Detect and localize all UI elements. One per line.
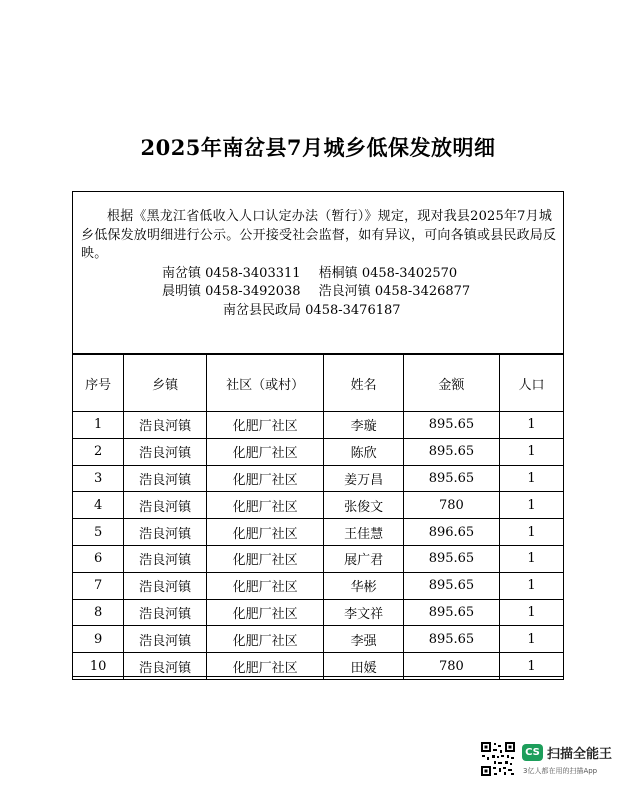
cell-amount: 780	[403, 653, 499, 680]
cell-population: 1	[499, 519, 563, 546]
document-table-frame	[72, 191, 564, 677]
cell-index: 4	[73, 492, 124, 519]
contact-name: 南岔镇	[162, 265, 202, 281]
cell-name: 王佳慧	[324, 519, 404, 546]
scanner-app-name: 扫描全能王	[547, 747, 613, 762]
header-cell-population: 人口	[499, 355, 563, 412]
cell-town: 浩良河镇	[124, 653, 207, 680]
cell-population: 1	[499, 653, 563, 680]
cell-index: 10	[73, 653, 124, 680]
cell-name: 姜万昌	[324, 465, 404, 492]
cell-town: 浩良河镇	[124, 492, 207, 519]
contact-line	[81, 265, 557, 284]
table-row	[73, 438, 564, 465]
table-row	[73, 545, 564, 572]
header-cell-town: 乡镇	[124, 355, 207, 412]
cell-community: 化肥厂社区	[206, 465, 323, 492]
cell-population: 1	[499, 599, 563, 626]
cell-population: 1	[499, 412, 563, 439]
cell-name: 田媛	[324, 653, 404, 680]
cell-community: 化肥厂社区	[206, 412, 323, 439]
cell-amount: 895.65	[403, 412, 499, 439]
scanner-logo-badge: CS	[522, 744, 543, 761]
cell-town: 浩良河镇	[124, 465, 207, 492]
contact-phone: 0458-3403311	[205, 265, 301, 281]
cell-amount: 895.65	[403, 545, 499, 572]
contact-name: 南岔县民政局	[223, 302, 302, 318]
cell-town: 浩良河镇	[124, 599, 207, 626]
cell-community: 化肥厂社区	[206, 653, 323, 680]
cell-amount: 780	[403, 492, 499, 519]
cell-town: 浩良河镇	[124, 519, 207, 546]
cell-town: 浩良河镇	[124, 626, 207, 653]
cell-community: 化肥厂社区	[206, 626, 323, 653]
header-cell-name: 姓名	[324, 355, 404, 412]
cell-amount: 895.65	[403, 626, 499, 653]
table-body	[73, 412, 564, 680]
cell-amount: 895.65	[403, 465, 499, 492]
cell-index: 6	[73, 545, 124, 572]
cell-name: 华彬	[324, 572, 404, 599]
cell-town: 浩良河镇	[124, 572, 207, 599]
cell-name: 李强	[324, 626, 404, 653]
contact-phone: 0458-3476187	[305, 302, 401, 318]
table-row	[73, 492, 564, 519]
cell-name: 李璇	[324, 412, 404, 439]
cell-population: 1	[499, 626, 563, 653]
cell-index: 1	[73, 412, 124, 439]
cell-population: 1	[499, 492, 563, 519]
relief-table	[72, 354, 564, 680]
contact-phone: 0458-3402570	[361, 265, 458, 281]
contact-line	[81, 302, 557, 321]
cell-index: 9	[73, 626, 124, 653]
cell-town: 浩良河镇	[124, 412, 207, 439]
cell-population: 1	[499, 465, 563, 492]
cell-name: 张俊文	[324, 492, 404, 519]
cell-index: 7	[73, 572, 124, 599]
scanner-tagline: 3亿人都在用的扫描App	[523, 767, 598, 775]
table-row	[73, 572, 564, 599]
cell-population: 1	[499, 572, 563, 599]
cell-community: 化肥厂社区	[206, 438, 323, 465]
cell-amount: 896.65	[403, 519, 499, 546]
cell-index: 2	[73, 438, 124, 465]
cell-town: 浩良河镇	[124, 545, 207, 572]
cell-community: 化肥厂社区	[206, 492, 323, 519]
table-row	[73, 519, 564, 546]
contact-name: 梧桐镇	[318, 265, 358, 281]
contact-phone: 0458-3426877	[374, 284, 471, 299]
scanner-watermark	[480, 741, 630, 781]
qr-code-icon	[480, 741, 516, 777]
table-row	[73, 653, 564, 680]
table-header-row	[73, 355, 564, 412]
cell-name: 李文祥	[324, 599, 404, 626]
cell-index: 5	[73, 519, 124, 546]
cell-name: 展广君	[324, 545, 404, 572]
cell-community: 化肥厂社区	[206, 519, 323, 546]
contact-line	[81, 283, 557, 302]
cell-index: 3	[73, 465, 124, 492]
cell-community: 化肥厂社区	[206, 545, 323, 572]
cell-name: 陈欣	[324, 438, 404, 465]
cell-population: 1	[499, 545, 563, 572]
contact-name: 晨明镇	[162, 284, 202, 299]
cell-amount: 895.65	[403, 599, 499, 626]
cell-population: 1	[499, 438, 563, 465]
header-cell-index: 序号	[73, 355, 124, 412]
cell-amount: 895.65	[403, 438, 499, 465]
contact-phone: 0458-3492038	[205, 284, 301, 299]
table-row	[73, 626, 564, 653]
contact-name: 浩良河镇	[318, 284, 371, 299]
header-cell-community: 社区（或村）	[206, 355, 323, 412]
cell-amount: 895.65	[403, 572, 499, 599]
header-cell-amount: 金额	[403, 355, 499, 412]
table-row	[73, 599, 564, 626]
notice-text: 根据《黑龙江省低收入人口认定办法（暂行）》规定，现对我县2025年7月城乡低保发放明细进行公示。公开接受社会监督，如有异议，可向各镇或县民政局反映。	[81, 209, 557, 261]
cell-community: 化肥厂社区	[206, 599, 323, 626]
table-row	[73, 465, 564, 492]
cell-index: 8	[73, 599, 124, 626]
cell-community: 化肥厂社区	[206, 572, 323, 599]
contact-list	[81, 265, 557, 321]
page-title: 2025年南岔县7月城乡低保发放明细	[140, 135, 496, 160]
notice-block	[73, 192, 563, 354]
cell-town: 浩良河镇	[124, 438, 207, 465]
table-row	[73, 412, 564, 439]
